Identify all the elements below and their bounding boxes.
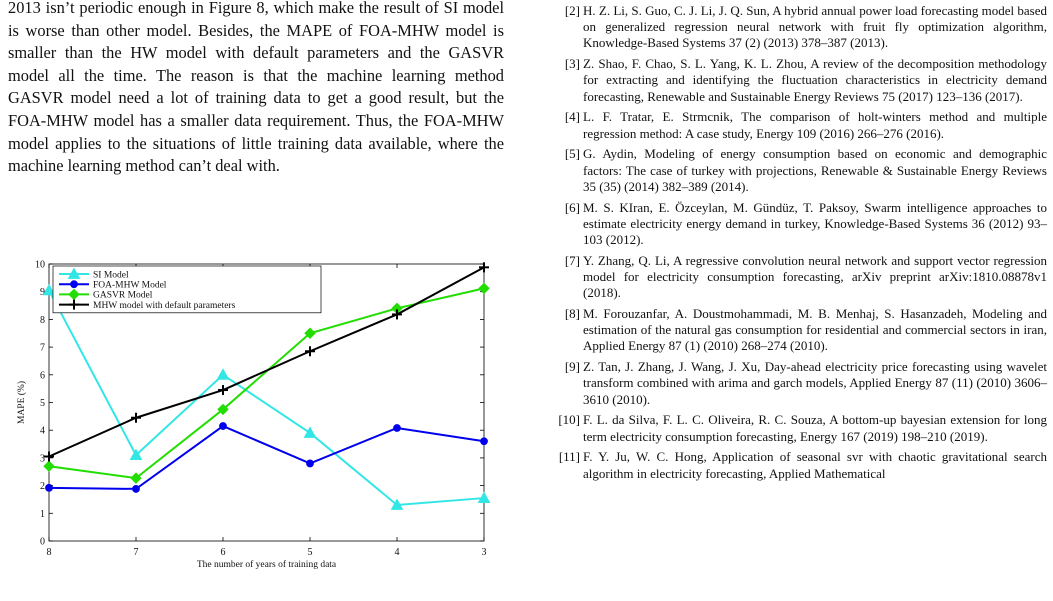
reference-number: [9] [564, 359, 580, 375]
data-point-triangle [305, 427, 316, 437]
x-axis-label: The number of years of training data [196, 560, 337, 570]
data-point-circle [71, 281, 78, 288]
data-point-circle [394, 425, 401, 432]
y-tick-label: 7 [40, 342, 45, 354]
reference-number: [10] [558, 412, 580, 428]
reference-text: L. F. Tratar, E. Strmcnik, The comparison of holt-winters method and multiple regression method: A case study, Energy 109 (2016) 266–276 (2016). [583, 109, 1047, 141]
figure-mape-chart [0, 256, 510, 601]
reference-text: F. L. da Silva, F. L. C. Oliveira, R. C. Souza, A bottom-up bayesian extension for long term electricity consumption forecasting, Energy 167 (2019) 198–210 (2019). [583, 412, 1047, 444]
legend-label: SI Model [93, 270, 129, 281]
x-tick-label: 3 [481, 547, 487, 558]
data-point-diamond [44, 461, 54, 471]
left-column [8, 0, 504, 181]
reference-text: Z. Shao, F. Chao, S. L. Yang, K. L. Zhou, A review of the decomposition methodology for extracting and identifying the fluctuation characteristics in electricity demand forecasting, Renewable and Sustainable Energy Reviews 75 (2017) 123–136 (2017). [583, 56, 1047, 104]
legend-label: FOA-MHW Model [93, 280, 167, 291]
reference-item [550, 253, 1047, 302]
reference-number: [3] [564, 56, 580, 72]
mape-line-chart [0, 256, 510, 601]
reference-item [550, 109, 1047, 141]
data-point-plus [392, 309, 402, 319]
reference-text: M. S. KIran, E. Özceylan, M. Gündüz, T. Paksoy, Swarm intelligence approaches to estimate electricity energy demand in turkey, Knowledge-Based Systems 36 (2012) 93–103 (2012). [583, 199, 1047, 248]
series-line-0 [49, 290, 484, 505]
series-line-1 [49, 426, 484, 489]
data-point-circle [220, 423, 227, 430]
data-point-plus [305, 346, 315, 356]
reference-number: [11] [558, 449, 580, 465]
reference-item [550, 359, 1047, 408]
y-tick-label: 9 [40, 287, 45, 299]
reference-number: [4] [564, 109, 580, 125]
y-tick-label: 8 [40, 314, 45, 326]
legend-label: MHW model with default parameters [93, 300, 236, 311]
body-paragraph: 2013 isn’t periodic enough in Figure 8, which make the result of SI model is worse than other model. Besides, the MAPE of FOA-MHW model is smaller than the HW model with default parameters and the GASVR model all the time. The reason is that the machine learning method GASVR model need a lot of training data to get a good result, but the FOA-MHW model has a smaller data requirement. Thus, the FOA-MHW model applies to the situations of little training data available, where the machine learning method can’t deal with. [8, 0, 504, 176]
reference-number: [2] [564, 3, 580, 18]
reference-number: [5] [564, 146, 580, 162]
reference-item [550, 306, 1047, 355]
reference-number: [8] [564, 306, 580, 322]
reference-item [550, 146, 1047, 195]
x-tick-label: 5 [307, 547, 313, 558]
x-tick-label: 7 [133, 547, 139, 558]
y-tick-label: 1 [40, 508, 45, 520]
reference-text: F. Y. Ju, W. C. Hong, Application of seasonal svr with chaotic gravitational search algorithm in electricity forecasting, Applied Mathematical [583, 449, 1047, 481]
series-line-2 [49, 288, 484, 478]
reference-number: [6] [564, 199, 580, 215]
data-point-circle [481, 438, 488, 445]
data-point-plus [44, 452, 54, 462]
data-point-circle [46, 484, 53, 491]
reference-text: Y. Zhang, Q. Li, A regressive convolution neural network and support vector regression model for electricity consumption forecasting, arXiv preprint arXiv:1810.08878v1 (2018). [583, 252, 1047, 301]
references-list [550, 3, 1047, 486]
y-tick-label: 2 [40, 481, 45, 493]
y-axis-label: MAPE (%) [17, 380, 27, 425]
x-tick-label: 8 [46, 547, 52, 558]
reference-item [550, 412, 1047, 444]
reference-text: M. Forouzanfar, A. Doustmohammadi, M. B. Menhaj, S. Hasanzadeh, Modeling and estimation of the natural gas consumption for residential and commercial sectors in iran, Applied Energy 87 (1) (2010) 268–274 (2010). [583, 306, 1047, 354]
reference-item [550, 200, 1047, 249]
reference-text: Z. Tan, J. Zhang, J. Wang, J. Xu, Day-ahead electricity price forecasting using wavelet transform combined with arima and garch models, Applied Energy 87 (11) (2010) 3606–3610 (2010). [583, 359, 1047, 407]
reference-item [550, 3, 1047, 52]
reference-item [550, 56, 1047, 105]
data-point-circle [133, 486, 140, 493]
data-point-circle [307, 460, 314, 467]
x-tick-label: 4 [394, 547, 400, 558]
data-point-plus [131, 413, 141, 423]
y-tick-label: 10 [35, 259, 45, 271]
reference-text: G. Aydin, Modeling of energy consumption based on economic and demographic factors: The case of turkey with projections, Renewable & Sustainable Energy Reviews 35 (35) (2014) 382–389 (2014). [583, 146, 1047, 194]
reference-number: [7] [564, 252, 580, 268]
legend-label: GASVR Model [93, 290, 153, 301]
y-tick-label: 5 [40, 398, 45, 409]
y-tick-label: 3 [40, 453, 45, 465]
x-tick-label: 6 [220, 547, 226, 558]
reference-text: H. Z. Li, S. Guo, C. J. Li, J. Q. Sun, A hybrid annual power load forecasting model based on generalized regression neural network with fruit fly optimization algorithm, Knowledge-Based Systems 37 (2) (2013) 378–387 (2013). [583, 3, 1047, 51]
y-tick-label: 4 [40, 425, 45, 437]
data-point-triangle [218, 369, 229, 379]
data-point-plus [218, 385, 228, 395]
y-tick-label: 0 [40, 536, 45, 548]
reference-item [550, 449, 1047, 481]
y-tick-label: 6 [40, 370, 45, 382]
